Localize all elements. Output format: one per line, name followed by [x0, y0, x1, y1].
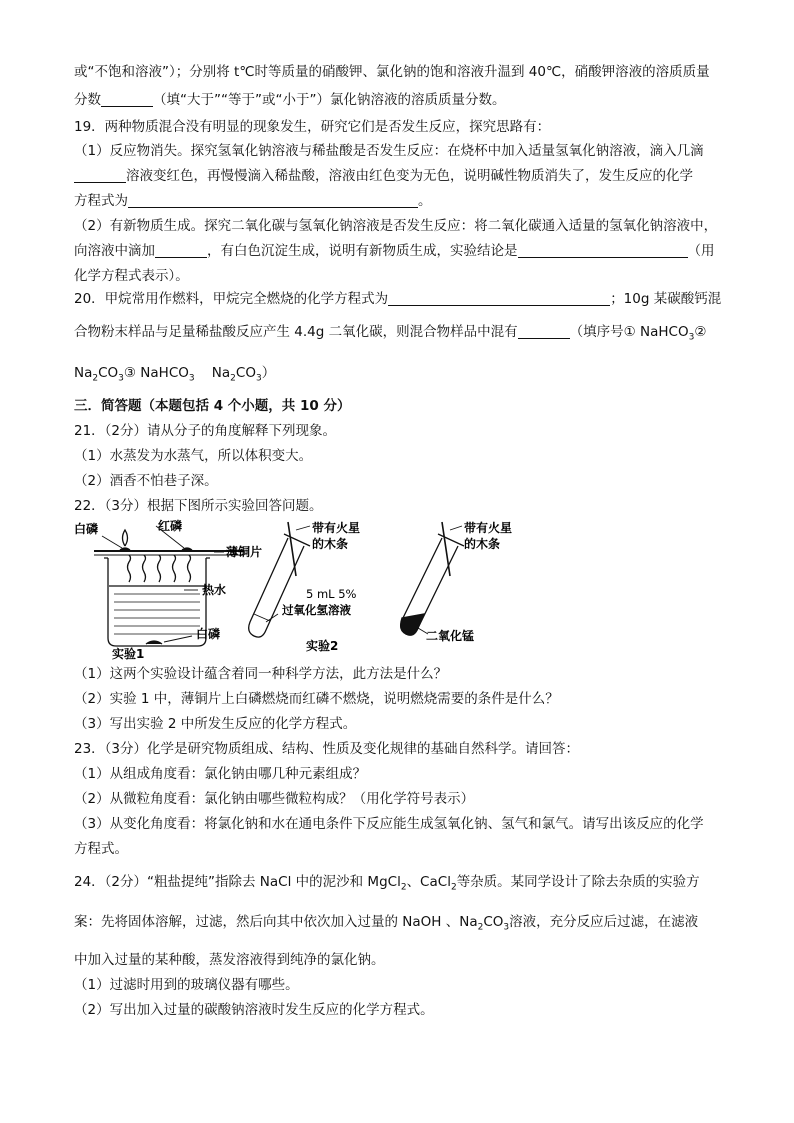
q24-line3: 中加入过量的某种酸，蒸发溶液得到纯净的氯化钠。	[74, 952, 385, 968]
answer-blank	[128, 193, 418, 208]
label-white-phosphorus-top: 白磷	[74, 522, 99, 536]
q18-tail-line2: 分数 （填“大于”“等于”或“小于”）氯化钠溶液的溶质质量分数。	[74, 92, 506, 108]
label-splint2-line1: 带有火星	[464, 521, 513, 535]
q22-p3: （3）写出实验 2 中所发生反应的化学方程式。	[74, 716, 357, 732]
q23-p1: （1）从组成角度看：氯化钠由哪几种元素组成？	[74, 766, 367, 782]
q20-line2: 合物粉末样品与足量稀盐酸反应产生 4.4g 二氧化碳，则混合物样品中混有 （填序号① NaHCO$_3$②	[74, 324, 707, 343]
answer-blank	[74, 168, 126, 183]
q22-p1: （1）这两个实验设计蕴含着同一种科学方法，此方法是什么？	[74, 666, 448, 682]
answer-blank	[388, 291, 610, 306]
q21-p1: （1）水蒸发为水蒸气，所以体积变大。	[74, 448, 313, 464]
experiment2-tube1	[249, 522, 310, 637]
q20-line3: $Na_2CO_3③$ NaHCO$_3$ $Na_2CO_3$）	[74, 365, 276, 384]
label-splint1-line2: 的木条	[312, 537, 349, 551]
q19-p1-line3: 方程式为 。	[74, 193, 432, 209]
label-h2o2-line1: 5 mL 5%	[306, 587, 357, 601]
q22-stem: 22．（3分）根据下图所示实验回答问题。	[74, 498, 323, 514]
q24-p1: （1）过滤时用到的玻璃仪器有哪些。	[74, 977, 299, 993]
q24-p2: （2）写出加入过量的碳酸钠溶液时发生反应的化学方程式。	[74, 1002, 434, 1018]
q19-stem: 19．两种物质混合没有明显的现象发生，研究它们是否发生反应，探究思路有：	[74, 119, 551, 135]
q23-stem: 23．（3分）化学是研究物质组成、结构、性质及变化规律的基础自然科学。请回答：	[74, 741, 580, 757]
label-h2o2-line2: 过氧化氢溶液	[282, 603, 351, 617]
q24-line2: 案：先将固体溶解，过滤，然后向其中依次加入过量的 NaOH 、$Na_2CO_3$溶液，充分反应后过滤，在滤液	[74, 914, 699, 933]
q21-p2: （2）酒香不怕巷子深。	[74, 473, 218, 489]
label-white-phosphorus-bottom: 白磷	[196, 627, 221, 641]
section-title: 三．简答题（本题包括 4 个小题，共 10 分）	[74, 398, 351, 414]
experiment2-tube2	[401, 522, 464, 635]
answer-blank	[155, 243, 207, 258]
q19-p2-line3: 化学方程式表示）。	[74, 268, 189, 284]
label-mno2: 二氧化锰	[426, 629, 475, 643]
experiment-figure	[74, 518, 534, 660]
q21-stem: 21．（2分）请从分子的角度解释下列现象。	[74, 423, 337, 439]
q22-p2: （2）实验 1 中，薄铜片上白磷燃烧而红磷不燃烧，说明燃烧需要的条件是什么？	[74, 691, 559, 707]
label-red-phosphorus: 红磷	[158, 519, 183, 533]
caption-experiment1: 实验1	[112, 647, 145, 660]
q20-line1: 20．甲烷常用作燃料，甲烷完全燃烧的化学方程式为 ；10g 某碳酸钙混	[74, 291, 722, 307]
label-splint2-line2: 的木条	[464, 537, 501, 551]
answer-blank	[518, 324, 570, 339]
q23-p3: （3）从变化角度看：将氯化钠和水在通电条件下反应能生成氢氧化钠、氢气和氯气。请写出该反应的化学	[74, 816, 704, 832]
q19-p2-line2: 向溶液中滴加 ，有白色沉淀生成，说明有新物质生成，实验结论是 （用	[74, 243, 715, 259]
q19-p2-line1: （2）有新物质生成。探究二氧化碳与氢氧化钠溶液是否发生反应：将二氧化碳通入适量的氢氧化钠溶液中，	[74, 218, 718, 234]
answer-blank	[518, 243, 688, 258]
label-splint1-line1: 带有火星	[312, 521, 361, 535]
answer-blank	[101, 92, 153, 107]
q24-line1: 24．（2分）“粗盐提纯”指除去 NaCl 中的泥沙和 MgCl$_2$、CaCl$_2$等杂质。某同学设计了除去杂质的实验方	[74, 874, 700, 893]
q18-tail-line1: 或“不饱和溶液”）；分别将 t℃时等质量的硝酸钾、氯化钠的饱和溶液升温到 40℃，硝酸钾溶液的溶质质量	[74, 64, 710, 80]
caption-experiment2: 实验2	[306, 639, 339, 653]
q19-p1-line1: （1）反应物消失。探究氢氧化钠溶液与稀盐酸是否发生反应：在烧杯中加入适量氢氧化钠溶液，滴入几滴	[74, 143, 704, 159]
q23-p2: （2）从微粒角度看：氯化钠由哪些微粒构成？（用化学符号表示）	[74, 791, 475, 807]
label-hot-water: 热水	[202, 583, 227, 597]
label-copper-plate: 薄铜片	[226, 545, 263, 559]
q23-p3-line2: 方程式。	[74, 841, 128, 857]
q19-p1-line2: 溶液变红色，再慢慢滴入稀盐酸，溶液由红色变为无色，说明碱性物质消失了，发生反应的化学	[74, 166, 693, 186]
